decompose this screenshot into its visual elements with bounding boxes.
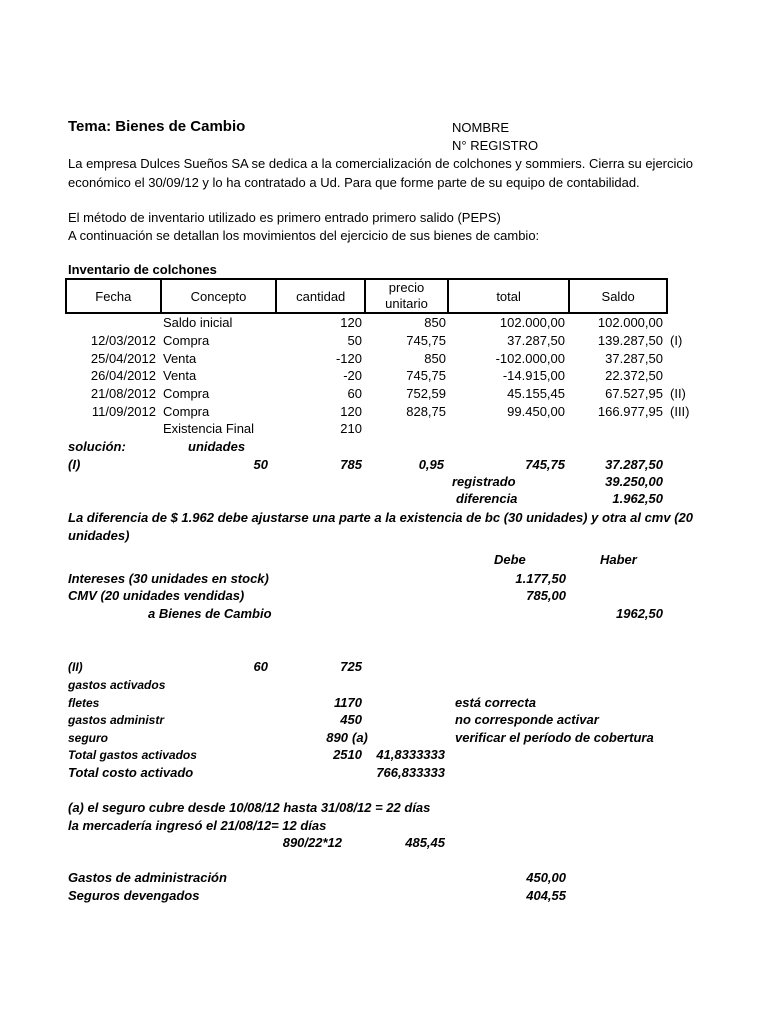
row-precio: 752,59 — [406, 386, 446, 401]
row-cantidad: -20 — [343, 368, 362, 383]
row-concepto: Venta — [163, 368, 197, 383]
total-gastos-label: Total gastos activados — [68, 748, 197, 762]
intro-line-2: económico el 30/09/12 y lo ha contratado a Ud. Para que forme parte de su equipo de contabilidad. — [68, 175, 640, 190]
fletes-note: está correcta — [455, 695, 536, 710]
ii-qty: 60 — [253, 659, 268, 674]
ii-price: 725 — [340, 659, 362, 674]
admin-label: gastos administr — [68, 713, 165, 727]
row-cantidad: 50 — [347, 333, 362, 348]
row-total: 99.450,00 — [507, 404, 565, 419]
total-costo-value: 766,833333 — [376, 765, 445, 780]
seguro-explain-line1: (a) el seguro cubre desde 10/08/12 hasta 31/08/12 = 22 días — [68, 800, 431, 815]
row-precio: 850 — [424, 351, 446, 366]
haber-header: Haber — [600, 552, 637, 567]
admin-note: no corresponde activar — [455, 712, 599, 727]
journal2-line1-value: 450,00 — [526, 870, 566, 885]
solution-i-price: 785 — [340, 457, 362, 472]
registrado-value: 39.250,00 — [605, 474, 663, 489]
registrado-label: registrado — [452, 474, 516, 489]
row-concepto: Venta — [163, 351, 197, 366]
col-header-cantidad: cantidad — [276, 279, 365, 313]
inventory-title: Inventario de colchones — [68, 262, 217, 277]
solution-i-unit: 745,75 — [525, 457, 565, 472]
row-total: 102.000,00 — [499, 315, 565, 330]
seguro-calc-label: 890/22*12 — [282, 835, 342, 850]
col-header-saldo: Saldo — [569, 279, 667, 313]
gastos-activados-label: gastos activados — [68, 678, 166, 692]
row-precio: 745,75 — [406, 333, 446, 348]
seguro-value: 890 — [326, 730, 348, 745]
journal1-line2-label: CMV (20 unidades vendidas) — [68, 588, 245, 603]
registro-label: N° REGISTRO — [452, 138, 539, 153]
total-gastos-unit: 41,8333333 — [376, 747, 445, 762]
seguro-label: seguro — [68, 731, 109, 745]
journal2-line1-label: Gastos de administración — [68, 870, 227, 885]
intro-line-4: A continuación se detallan los movimientos del ejercicio de sus bienes de cambio: — [68, 228, 540, 243]
solution-i-label: (I) — [68, 457, 81, 472]
row-saldo: 139.287,50 — [597, 333, 663, 348]
row-saldo: 67.527,95 — [605, 386, 663, 401]
note-line-1: La diferencia de $ 1.962 debe ajustarse una parte a la existencia de bc (30 unidades) y otra al cmv (20 — [68, 510, 693, 525]
journal2-line2-label: Seguros devengados — [68, 888, 200, 903]
note-line-2: unidades) — [68, 528, 130, 543]
row-fecha: 12/03/2012 — [90, 333, 156, 348]
row-saldo: 166.977,95 — [597, 404, 663, 419]
debe-header: Debe — [494, 552, 526, 567]
solution-i-qty: 50 — [253, 457, 268, 472]
row-cantidad: -120 — [335, 351, 362, 366]
diferencia-label: diferencia — [456, 491, 518, 506]
solution-i-factor: 0,95 — [418, 457, 444, 472]
row-saldo: 22.372,50 — [605, 368, 663, 383]
journal1-line3-label: a Bienes de Cambio — [148, 606, 272, 621]
row-concepto: Compra — [163, 404, 210, 419]
fletes-label: fletes — [68, 696, 100, 710]
nombre-label: NOMBRE — [452, 120, 510, 135]
row-fecha: 11/09/2012 — [91, 404, 156, 419]
col-header-total: total — [448, 279, 569, 313]
row-note: (III) — [670, 404, 690, 419]
existencia-label: Existencia Final — [163, 421, 255, 436]
unidades-label: unidades — [188, 439, 246, 454]
row-concepto: Compra — [163, 386, 210, 401]
journal1-line2-debe: 785,00 — [526, 588, 566, 603]
row-note: (I) — [670, 333, 683, 348]
row-total: 45.155,45 — [507, 386, 565, 401]
col-header-fecha: Fecha — [66, 279, 161, 313]
row-precio: 745,75 — [406, 368, 446, 383]
total-costo-label: Total costo activado — [68, 765, 194, 780]
row-concepto: Saldo inicial — [163, 315, 233, 330]
solution-label: solución: — [68, 439, 126, 454]
row-precio: 850 — [424, 315, 446, 330]
row-fecha: 21/08/2012 — [90, 386, 156, 401]
row-note: (II) — [670, 386, 686, 401]
row-precio: 828,75 — [406, 404, 446, 419]
row-total: -102.000,00 — [495, 351, 565, 366]
row-fecha: 25/04/2012 — [90, 351, 156, 366]
journal1-line1-debe: 1.177,50 — [515, 571, 566, 586]
journal1-line3-haber: 1962,50 — [616, 606, 663, 621]
admin-value: 450 — [340, 712, 362, 727]
intro-line-3: El método de inventario utilizado es primero entrado primero salido (PEPS) — [68, 210, 501, 225]
inventory-header — [65, 278, 668, 314]
seguro-note: verificar el período de cobertura — [455, 730, 654, 745]
journal1-line1-label: Intereses (30 unidades en stock) — [68, 571, 269, 586]
row-fecha: 26/04/2012 — [90, 368, 156, 383]
solution-i-total: 37.287,50 — [605, 457, 663, 472]
seguro-explain-line2: la mercadería ingresó el 21/08/12= 12 días — [68, 818, 327, 833]
row-saldo: 102.000,00 — [597, 315, 663, 330]
row-saldo: 37.287,50 — [605, 351, 663, 366]
row-concepto: Compra — [163, 333, 210, 348]
diferencia-value: 1.962,50 — [612, 491, 663, 506]
row-total: -14.915,00 — [502, 368, 565, 383]
row-cantidad: 120 — [340, 315, 362, 330]
col-header-precio: precio unitario — [365, 279, 448, 313]
existencia-value: 210 — [340, 421, 362, 436]
seguro-mark: (a) — [352, 730, 368, 745]
col-header-concepto: Concepto — [161, 279, 277, 313]
row-cantidad: 120 — [340, 404, 362, 419]
journal2-line2-value: 404,55 — [526, 888, 566, 903]
intro-line-1: La empresa Dulces Sueños SA se dedica a la comercialización de colchones y sommiers. Cierra su ejercicio — [68, 156, 694, 171]
page-title: Tema: Bienes de Cambio — [68, 118, 246, 135]
fletes-value: 1170 — [334, 695, 362, 710]
row-cantidad: 60 — [347, 386, 362, 401]
total-gastos-value: 2510 — [333, 747, 362, 762]
row-total: 37.287,50 — [507, 333, 565, 348]
seguro-calc-value: 485,45 — [405, 835, 445, 850]
ii-label: (II) — [68, 660, 83, 674]
